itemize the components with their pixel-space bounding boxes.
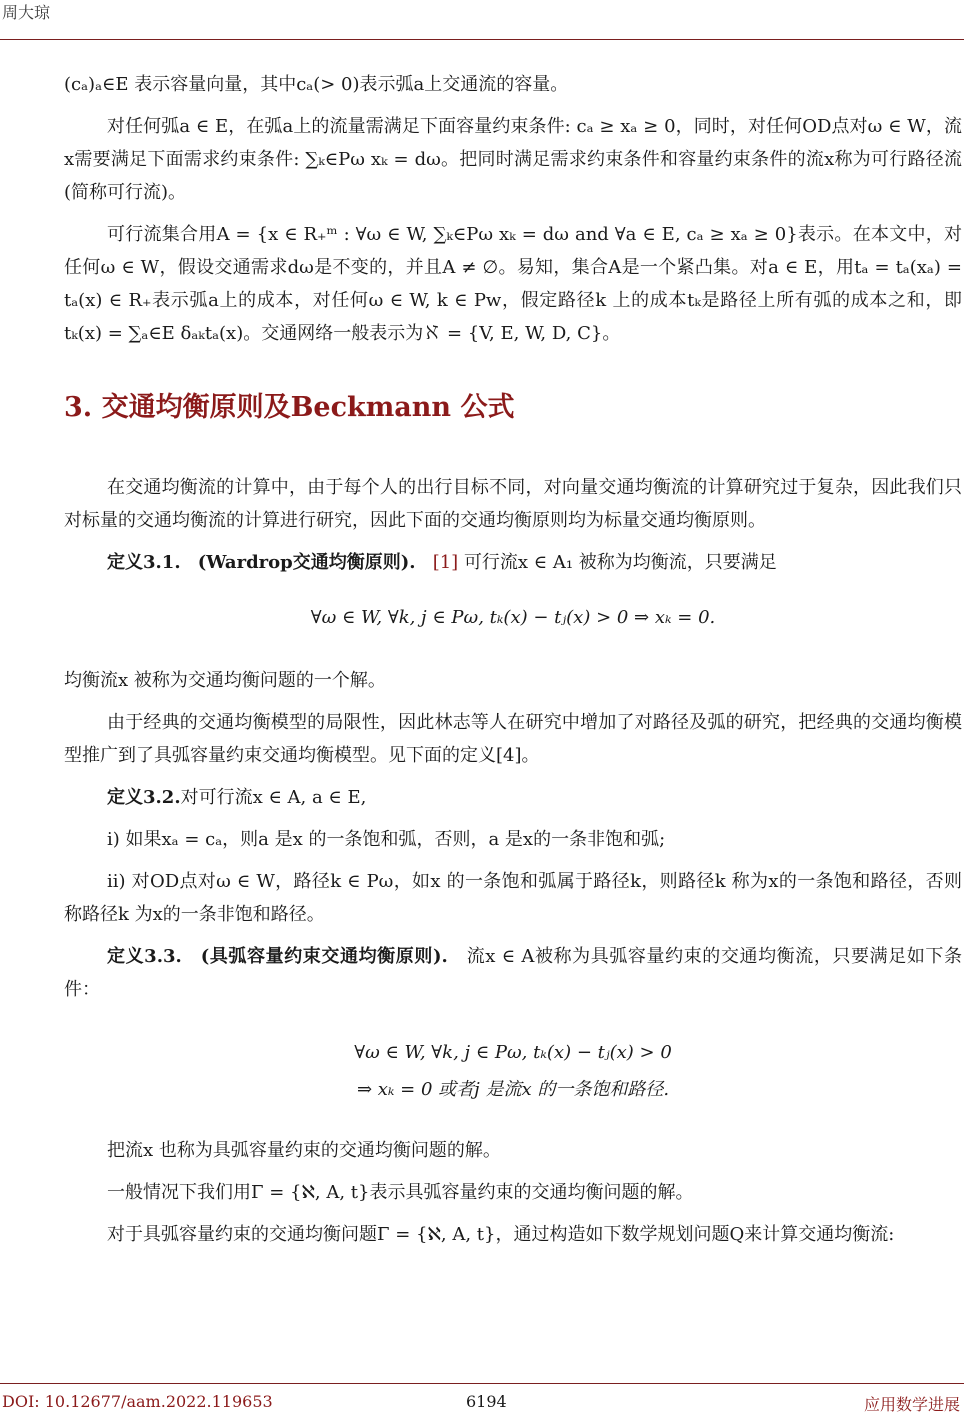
definition-3-1-title: (Wardrop交通均衡原则). bbox=[197, 552, 416, 573]
footer-page-number: 6194 bbox=[466, 1392, 507, 1411]
definition-3-3-text: 流x ∈ A被称为具弧容量约束的交通均衡流，只要满足如下条件： bbox=[64, 946, 962, 1000]
definition-3-3 bbox=[64, 940, 962, 1006]
paragraph-intro-equilibrium: 在交通均衡流的计算中，由于每个人的出行目标不同，对向量交通均衡流的计算研究过于复杂，因此我们只对标量的交通均衡流的计算进行研究，因此下面的交通均衡原则均为标量交通均衡原则。 bbox=[64, 477, 962, 531]
definition-3-2-text: 对可行流x ∈ A, a ∈ E, bbox=[180, 787, 367, 808]
footer-divider bbox=[0, 1383, 964, 1384]
paragraph-limitations: 由于经典的交通均衡模型的局限性，因此林志等人在研究中增加了对路径及弧的研究，把经典的交通均衡模型推广到了具弧容量约束交通均衡模型。见下面的定义[4]。 bbox=[64, 712, 962, 766]
definition-3-1 bbox=[64, 546, 962, 579]
equation-wardrop: ∀ω ∈ W, ∀k, j ∈ Pω, tₖ(x) − tⱼ(x) > 0 ⇒ xₖ = 0. bbox=[310, 607, 716, 628]
definition-3-2 bbox=[64, 781, 962, 814]
running-header-author: 周大琼 bbox=[2, 3, 51, 22]
list-item-saturated-arc: i) 如果xₐ = cₐ，则a 是x 的一条饱和弧，否则，a 是x的一条非饱和弧; bbox=[107, 829, 666, 850]
equation-capacity-line-2: ⇒ xₖ = 0 或者j 是流x 的一条饱和路径. bbox=[356, 1079, 670, 1100]
section-heading: 3. 交通均衡原则及Beckmann 公式 bbox=[64, 392, 515, 423]
header-divider bbox=[0, 39, 964, 40]
equation-capacity-line-1: ∀ω ∈ W, ∀k, j ∈ Pω, tₖ(x) − tⱼ(x) > 0 bbox=[354, 1042, 672, 1063]
paragraph-constraints: 对任何弧a ∈ E，在弧a上的流量需满足下面容量约束条件: cₐ ≥ xₐ ≥ 0，同时，对任何OD点对ω ∈ W，流x需要满足下面需求约束条件: ∑ₖ∈Pω xₖ = dω。把同时满足需求约束条件和容量约束条件的流x称为可行路径流(简称可行流)。 bbox=[64, 116, 962, 203]
definition-3-1-text: 可行流x ∈ A₁ 被称为均衡流，只要满足 bbox=[463, 552, 777, 573]
paragraph-capacity-vector: (cₐ)ₐ∈E 表示容量向量，其中cₐ(> 0)表示弧a上交通流的容量。 bbox=[64, 74, 569, 95]
definition-3-3-label: 定义3.3. bbox=[107, 946, 182, 967]
page-body bbox=[64, 68, 962, 1260]
paragraph-flow-solution: 把流x 也称为具弧容量约束的交通均衡问题的解。 bbox=[107, 1140, 501, 1161]
footer-journal-link[interactable]: 应用数学进展 bbox=[863, 1395, 960, 1414]
paragraph-gamma-notation: 一般情况下我们用Γ = {ℵ, A, t}表示具弧容量约束的交通均衡问题的解。 bbox=[107, 1182, 694, 1203]
definition-3-3-title: (具弧容量约束交通均衡原则). bbox=[200, 946, 448, 967]
citation-link-1[interactable]: [1] bbox=[432, 552, 459, 573]
definition-3-1-label: 定义3.1. bbox=[107, 552, 181, 573]
paragraph-math-program: 对于具弧容量约束的交通均衡问题Γ = {ℵ, A, t}，通过构造如下数学规划问题Q来计算交通均衡流: bbox=[107, 1224, 895, 1245]
list-item-saturated-path: ii) 对OD点对ω ∈ W，路径k ∈ Pω，如x 的一条饱和弧属于路径k，则路径k 称为x的一条饱和路径，否则称路径k 为x的一条非饱和路径。 bbox=[64, 871, 962, 925]
paragraph-feasible-set: 可行流集合用A = {x ∈ R₊ᵐ : ∀ω ∈ W, ∑ₖ∈Pω xₖ = dω and ∀a ∈ E, cₐ ≥ xₐ ≥ 0}表示。在本文中，对任何ω ∈ W，假设交通需求dω是不变的，并且A ≠ ∅。易知，集合A是一个紧凸集。对a ∈ E，用tₐ = tₐ(xₐ) = tₐ(x) ∈ R₊表示弧a上的成本，对任何ω ∈ W, k ∈ Pw，假定路径k 上的成本tₖ是路径上所有弧的成本之和，即tₖ(x) = ∑ₐ∈E δₐₖtₐ(x)。交通网络一般表示为ℵ = {V, E, W, D, C}。 bbox=[64, 224, 962, 344]
footer-doi-link[interactable]: DOI: 10.12677/aam.2022.119653 bbox=[2, 1392, 273, 1411]
paragraph-solution: 均衡流x 被称为交通均衡问题的一个解。 bbox=[64, 670, 386, 691]
definition-3-2-label: 定义3.2. bbox=[107, 787, 181, 808]
